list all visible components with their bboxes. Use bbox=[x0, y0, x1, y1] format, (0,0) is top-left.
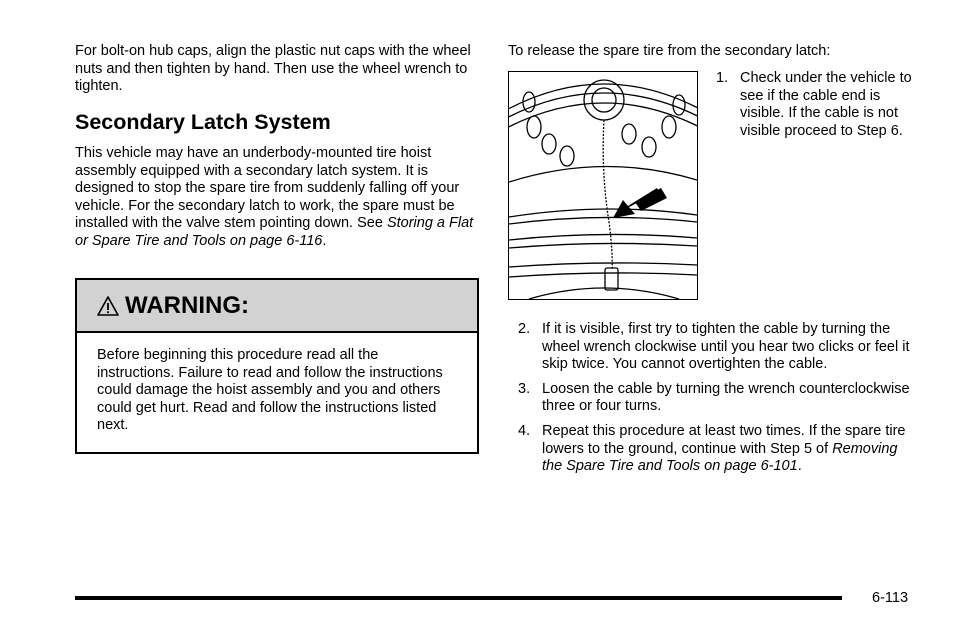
warning-title: WARNING: bbox=[125, 291, 249, 319]
list-item bbox=[518, 381, 913, 416]
step-text-main: Repeat this procedure at least two times. If the spare tire lowers to the ground, continue with Step 5 of bbox=[542, 422, 906, 457]
warning-box bbox=[75, 278, 479, 454]
warning-triangle-icon bbox=[97, 296, 119, 316]
list-item bbox=[518, 321, 913, 374]
body-paragraph bbox=[75, 145, 480, 251]
cross-reference-link: Removing the Spare Tire and Tools on page 6-101 bbox=[542, 440, 898, 475]
step-1 bbox=[716, 70, 916, 140]
cross-reference-link: Storing a Flat or Spare Tire and Tools on page 6-116 bbox=[75, 215, 474, 249]
step-number: 1. bbox=[716, 70, 729, 86]
intro-paragraph: For bolt-on hub caps, align the plastic nut caps with the wheel nuts and then tighten by hand. Then use the wheel wrench to tighten. bbox=[75, 43, 471, 95]
step-number: 2. bbox=[518, 321, 531, 337]
step-text bbox=[542, 423, 913, 476]
body-text: This vehicle may have an underbody-mounted tire hoist assembly equipped with a secondary latch system. It is designed to stop the spare tire from suddenly falling off your vehicle. For the secondary latch to work, the spare must be installed with the valve stem pointing down. See bbox=[75, 145, 460, 232]
section-heading: Secondary Latch System bbox=[75, 110, 331, 134]
warning-text: Before beginning this procedure read all the instructions. Failure to read and follow the instructions could damage the hoist assembly and you and others could get hurt. Read and follow the instructions listed next. bbox=[97, 347, 443, 434]
step-text: Check under the vehicle to see if the cable end is visible. If the cable is not visible proceed to Step 6. bbox=[740, 70, 912, 139]
body-end: . bbox=[322, 232, 327, 249]
procedure-intro: To release the spare tire from the secondary latch: bbox=[508, 43, 831, 59]
page-number: 6-113 bbox=[872, 590, 909, 606]
step-text: If it is visible, first try to tighten the cable by turning the wheel wrench clockwise until you hear two clicks or feel it skip twice. You cannot overtighten the cable. bbox=[542, 321, 910, 373]
steps-list bbox=[518, 321, 913, 483]
list-item bbox=[518, 423, 913, 476]
tire-drawing bbox=[509, 72, 697, 299]
step-number: 3. bbox=[518, 380, 531, 397]
step-text: Loosen the cable by turning the wrench counterclockwise three or four turns. bbox=[542, 380, 910, 415]
list-item bbox=[716, 70, 916, 140]
footer-rule bbox=[75, 596, 842, 600]
step-number: 4. bbox=[518, 422, 531, 439]
warning-header bbox=[77, 280, 477, 333]
step-text-end: . bbox=[797, 458, 802, 475]
spare-tire-cable-illustration bbox=[508, 71, 698, 300]
